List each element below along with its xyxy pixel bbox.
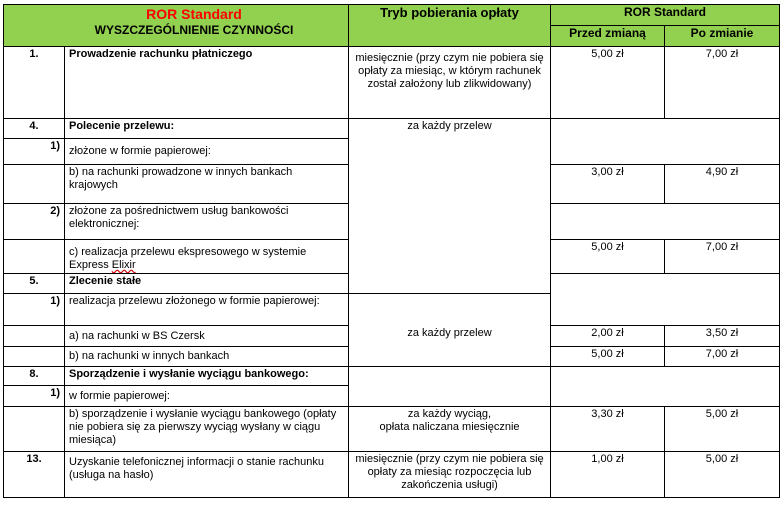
row-description: realizacja przelewu złożonego w formie papierowej: xyxy=(65,294,349,326)
table-row xyxy=(4,452,780,498)
table-row xyxy=(4,119,780,139)
header-mode-title: Tryb pobierania opłaty xyxy=(349,5,551,47)
row-number: 1. xyxy=(4,47,65,119)
header-description-title: WYSZCZEGÓLNIENIE CZYNNOŚCI xyxy=(94,23,294,37)
row-fee-before: 3,30 zł xyxy=(551,407,665,452)
row-sub-number: 2) xyxy=(4,204,65,240)
row-description: Zlecenie stałe xyxy=(65,274,349,294)
row-fee-before: 3,00 zł xyxy=(551,165,665,204)
row-fee-before: 1,00 zł xyxy=(551,452,665,498)
row-fee-before: 2,00 zł xyxy=(551,326,665,347)
fee-mode-line: za każdy wyciąg, xyxy=(407,408,492,420)
empty-cell xyxy=(551,204,780,240)
table-row xyxy=(4,47,780,119)
row-description: złożone za pośrednictwem usług bankowości elektronicznej: xyxy=(65,204,349,240)
row-sub-number: 1) xyxy=(4,386,65,407)
empty-cell xyxy=(4,407,65,452)
spellcheck-word: Elixir xyxy=(111,259,136,271)
row-description xyxy=(65,240,349,274)
row-fee-after: 4,90 zł xyxy=(665,165,780,204)
row-fee-mode: miesięcznie (przy czym nie pobiera się opłaty za miesiąc rozpoczęcia lub zakończenia usługi) xyxy=(349,452,551,498)
header-product-title: ROR Standard xyxy=(146,6,242,22)
row-sub-number: 1) xyxy=(4,139,65,165)
table-row xyxy=(4,407,780,452)
row-fee-after: 5,00 zł xyxy=(665,452,780,498)
row-description: Uzyskanie telefonicznej informacji o stanie rachunku (usługa na hasło) xyxy=(65,452,349,498)
row-number: 5. xyxy=(4,274,65,294)
row-fee-mode: miesięcznie (przy czym nie pobiera się opłaty za miesiąc, w którym rachunek został założony lub zlikwidowany) xyxy=(349,47,551,119)
row-fee-after: 3,50 zł xyxy=(665,326,780,347)
empty-cell xyxy=(551,274,780,326)
row-sub-number: 1) xyxy=(4,294,65,326)
row-fee-before: 5,00 zł xyxy=(551,347,665,367)
row-fee-after: 5,00 zł xyxy=(665,407,780,452)
fee-mode-line: opłata naliczana miesięcznie xyxy=(379,421,520,433)
empty-cell xyxy=(349,294,551,326)
row-description: Prowadzenie rachunku płatniczego xyxy=(65,47,349,119)
row-number: 8. xyxy=(4,367,65,386)
header-description-cell xyxy=(4,5,349,47)
row-description: Polecenie przelewu: xyxy=(65,119,349,139)
empty-cell xyxy=(4,165,65,204)
row-fee-mode: za każdy przelew xyxy=(349,326,551,367)
row-number: 4. xyxy=(4,119,65,139)
row-description: złożone w formie papierowej: xyxy=(65,139,349,165)
row-fee-after: 7,00 zł xyxy=(665,47,780,119)
table-row xyxy=(4,326,780,347)
empty-cell xyxy=(349,367,551,386)
row-fee-mode: za każdy przelew xyxy=(349,119,551,294)
description-text: c) realizacja przelewu ekspresowego w systemie Express xyxy=(69,246,307,271)
fee-table xyxy=(3,4,780,498)
row-fee-before: 5,00 zł xyxy=(551,47,665,119)
empty-cell xyxy=(551,367,780,407)
empty-cell xyxy=(551,119,780,165)
row-fee-after: 7,00 zł xyxy=(665,240,780,274)
row-fee-mode xyxy=(349,407,551,452)
header-after-title: Po zmianie xyxy=(665,26,780,47)
row-fee-after: 7,00 zł xyxy=(665,347,780,367)
row-description: w formie papierowej: xyxy=(65,386,349,407)
header-group-title: ROR Standard xyxy=(551,5,780,26)
row-description: a) na rachunki w BS Czersk xyxy=(65,326,349,347)
row-description: b) na rachunki prowadzone w innych bankach krajowych xyxy=(65,165,349,204)
row-number: 13. xyxy=(4,452,65,498)
header-before-title: Przed zmianą xyxy=(551,26,665,47)
row-fee-before: 5,00 zł xyxy=(551,240,665,274)
row-description: b) sporządzenie i wysłanie wyciągu bankowego (opłaty nie pobiera się za pierwszy wyciąg wysłany w ciągu miesiąca) xyxy=(65,407,349,452)
table-row xyxy=(4,367,780,386)
row-description: Sporządzenie i wysłanie wyciągu bankowego: xyxy=(65,367,349,386)
empty-cell xyxy=(4,240,65,274)
row-description: b) na rachunki w innych bankach xyxy=(65,347,349,367)
empty-cell xyxy=(4,347,65,367)
empty-cell xyxy=(349,386,551,407)
empty-cell xyxy=(4,326,65,347)
